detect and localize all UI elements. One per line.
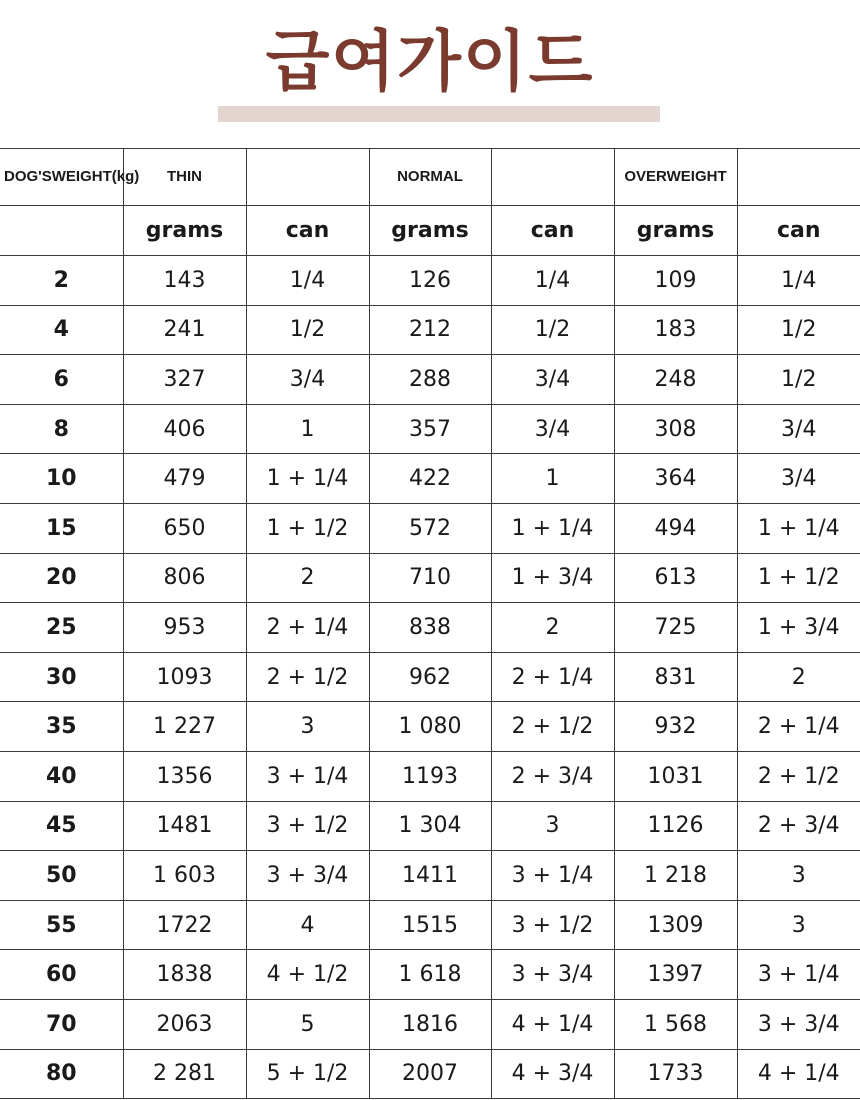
weight-cell: 40 — [0, 751, 123, 801]
thin-can-cell: 2 + 1/4 — [246, 603, 369, 653]
weight-cell: 50 — [0, 851, 123, 901]
normal-grams-cell: 1411 — [369, 851, 491, 901]
normal-grams-cell: 422 — [369, 454, 491, 504]
thin-grams-cell: 1722 — [123, 900, 246, 950]
thin-can-cell: 3 — [246, 702, 369, 752]
table-row — [0, 801, 860, 851]
normal-can-cell: 3 + 3/4 — [491, 950, 614, 1000]
thin-grams-cell: 1 227 — [123, 702, 246, 752]
thin-can-cell: 5 + 1/2 — [246, 1049, 369, 1099]
weight-cell: 30 — [0, 652, 123, 702]
table-row — [0, 603, 860, 653]
table-row — [0, 900, 860, 950]
header-row-condition — [0, 149, 860, 206]
header-normal: NORMAL — [369, 149, 491, 206]
table-row — [0, 305, 860, 355]
overweight-can-cell: 1/2 — [737, 355, 860, 405]
weight-cell: 45 — [0, 801, 123, 851]
thin-can-cell: 3 + 3/4 — [246, 851, 369, 901]
weight-cell: 25 — [0, 603, 123, 653]
thin-can-cell: 1/4 — [246, 256, 369, 306]
weight-cell: 60 — [0, 950, 123, 1000]
overweight-can-cell: 3/4 — [737, 454, 860, 504]
normal-can-cell: 2 + 1/2 — [491, 702, 614, 752]
normal-can-cell: 3/4 — [491, 404, 614, 454]
normal-can-cell: 1/4 — [491, 256, 614, 306]
overweight-can-cell: 1 + 1/4 — [737, 503, 860, 553]
table-row — [0, 702, 860, 752]
overweight-grams-cell: 613 — [614, 553, 737, 603]
weight-cell: 4 — [0, 305, 123, 355]
weight-cell: 80 — [0, 1049, 123, 1099]
normal-grams-cell: 357 — [369, 404, 491, 454]
normal-grams-cell: 1816 — [369, 999, 491, 1049]
overweight-can-cell: 3 + 1/4 — [737, 950, 860, 1000]
thin-can-cell: 2 + 1/2 — [246, 652, 369, 702]
overweight-grams-cell: 494 — [614, 503, 737, 553]
thin-grams-cell: 2063 — [123, 999, 246, 1049]
header-thin-can-blank — [246, 149, 369, 206]
normal-grams-cell: 2007 — [369, 1049, 491, 1099]
normal-can-cell: 3 + 1/4 — [491, 851, 614, 901]
thin-can-cell: 1 + 1/4 — [246, 454, 369, 504]
normal-can-cell: 3 — [491, 801, 614, 851]
thin-grams-cell: 479 — [123, 454, 246, 504]
normal-grams-cell: 710 — [369, 553, 491, 603]
normal-can-cell: 4 + 1/4 — [491, 999, 614, 1049]
normal-grams-cell: 1 304 — [369, 801, 491, 851]
header-thin-can: can — [246, 206, 369, 256]
table-row — [0, 652, 860, 702]
overweight-grams-cell: 109 — [614, 256, 737, 306]
overweight-grams-cell: 1397 — [614, 950, 737, 1000]
normal-grams-cell: 572 — [369, 503, 491, 553]
weight-cell: 20 — [0, 553, 123, 603]
thin-can-cell: 3 + 1/2 — [246, 801, 369, 851]
thin-can-cell: 1 + 1/2 — [246, 503, 369, 553]
header-thin-grams: grams — [123, 206, 246, 256]
header-normal-can: can — [491, 206, 614, 256]
thin-grams-cell: 406 — [123, 404, 246, 454]
overweight-grams-cell: 1309 — [614, 900, 737, 950]
header-overweight: OVERWEIGHT — [614, 149, 737, 206]
thin-grams-cell: 2 281 — [123, 1049, 246, 1099]
normal-grams-cell: 212 — [369, 305, 491, 355]
overweight-can-cell: 2 + 1/4 — [737, 702, 860, 752]
thin-can-cell: 2 — [246, 553, 369, 603]
header-normal-grams: grams — [369, 206, 491, 256]
weight-cell: 10 — [0, 454, 123, 504]
overweight-can-cell: 3 — [737, 851, 860, 901]
overweight-grams-cell: 1126 — [614, 801, 737, 851]
thin-grams-cell: 241 — [123, 305, 246, 355]
normal-grams-cell: 126 — [369, 256, 491, 306]
thin-grams-cell: 806 — [123, 553, 246, 603]
overweight-can-cell: 4 + 1/4 — [737, 1049, 860, 1099]
normal-can-cell: 2 + 1/4 — [491, 652, 614, 702]
overweight-grams-cell: 1 568 — [614, 999, 737, 1049]
weight-cell: 55 — [0, 900, 123, 950]
table-row — [0, 751, 860, 801]
weight-cell: 35 — [0, 702, 123, 752]
feeding-guide-table — [0, 148, 860, 1099]
normal-can-cell: 3/4 — [491, 355, 614, 405]
thin-can-cell: 4 — [246, 900, 369, 950]
normal-grams-cell: 838 — [369, 603, 491, 653]
normal-grams-cell: 1 080 — [369, 702, 491, 752]
weight-cell: 70 — [0, 999, 123, 1049]
header-normal-can-blank — [491, 149, 614, 206]
overweight-can-cell: 2 — [737, 652, 860, 702]
overweight-can-cell: 1 + 3/4 — [737, 603, 860, 653]
table-row — [0, 999, 860, 1049]
thin-can-cell: 5 — [246, 999, 369, 1049]
normal-can-cell: 1 — [491, 454, 614, 504]
overweight-grams-cell: 1733 — [614, 1049, 737, 1099]
table-row — [0, 553, 860, 603]
normal-can-cell: 4 + 3/4 — [491, 1049, 614, 1099]
table-row — [0, 355, 860, 405]
overweight-can-cell: 1 + 1/2 — [737, 553, 860, 603]
normal-grams-cell: 1 618 — [369, 950, 491, 1000]
normal-can-cell: 1/2 — [491, 305, 614, 355]
table-row — [0, 454, 860, 504]
thin-grams-cell: 953 — [123, 603, 246, 653]
weight-cell: 2 — [0, 256, 123, 306]
overweight-can-cell: 3 — [737, 900, 860, 950]
thin-grams-cell: 1356 — [123, 751, 246, 801]
weight-cell: 6 — [0, 355, 123, 405]
table-row — [0, 256, 860, 306]
overweight-grams-cell: 932 — [614, 702, 737, 752]
thin-grams-cell: 1093 — [123, 652, 246, 702]
thin-grams-cell: 650 — [123, 503, 246, 553]
thin-can-cell: 3 + 1/4 — [246, 751, 369, 801]
thin-can-cell: 1 — [246, 404, 369, 454]
table-row — [0, 851, 860, 901]
overweight-grams-cell: 308 — [614, 404, 737, 454]
normal-grams-cell: 288 — [369, 355, 491, 405]
overweight-grams-cell: 725 — [614, 603, 737, 653]
header-overweight-can-blank — [737, 149, 860, 206]
thin-grams-cell: 327 — [123, 355, 246, 405]
weight-cell: 15 — [0, 503, 123, 553]
header-units-blank — [0, 206, 123, 256]
header-overweight-grams: grams — [614, 206, 737, 256]
title-underline — [218, 106, 660, 122]
overweight-can-cell: 1/2 — [737, 305, 860, 355]
normal-can-cell: 2 + 3/4 — [491, 751, 614, 801]
overweight-grams-cell: 364 — [614, 454, 737, 504]
table-row — [0, 1049, 860, 1099]
header-overweight-can: can — [737, 206, 860, 256]
page-title: 급여가이드 — [265, 23, 595, 100]
table-row — [0, 404, 860, 454]
overweight-grams-cell: 831 — [614, 652, 737, 702]
overweight-can-cell: 3 + 3/4 — [737, 999, 860, 1049]
overweight-grams-cell: 183 — [614, 305, 737, 355]
thin-grams-cell: 1 603 — [123, 851, 246, 901]
overweight-can-cell: 3/4 — [737, 404, 860, 454]
overweight-can-cell: 2 + 3/4 — [737, 801, 860, 851]
overweight-grams-cell: 248 — [614, 355, 737, 405]
overweight-can-cell: 1/4 — [737, 256, 860, 306]
overweight-grams-cell: 1 218 — [614, 851, 737, 901]
overweight-grams-cell: 1031 — [614, 751, 737, 801]
normal-can-cell: 1 + 1/4 — [491, 503, 614, 553]
normal-can-cell: 1 + 3/4 — [491, 553, 614, 603]
normal-grams-cell: 962 — [369, 652, 491, 702]
thin-can-cell: 3/4 — [246, 355, 369, 405]
thin-can-cell: 1/2 — [246, 305, 369, 355]
header-dog-weight: DOG'SWEIGHT(kg) — [0, 149, 123, 206]
normal-grams-cell: 1515 — [369, 900, 491, 950]
thin-grams-cell: 1838 — [123, 950, 246, 1000]
header-row-units — [0, 206, 860, 256]
weight-cell: 8 — [0, 404, 123, 454]
header-thin: THIN — [123, 149, 246, 206]
normal-can-cell: 2 — [491, 603, 614, 653]
normal-can-cell: 3 + 1/2 — [491, 900, 614, 950]
overweight-can-cell: 2 + 1/2 — [737, 751, 860, 801]
thin-can-cell: 4 + 1/2 — [246, 950, 369, 1000]
table-row — [0, 503, 860, 553]
thin-grams-cell: 143 — [123, 256, 246, 306]
thin-grams-cell: 1481 — [123, 801, 246, 851]
table-row — [0, 950, 860, 1000]
normal-grams-cell: 1193 — [369, 751, 491, 801]
